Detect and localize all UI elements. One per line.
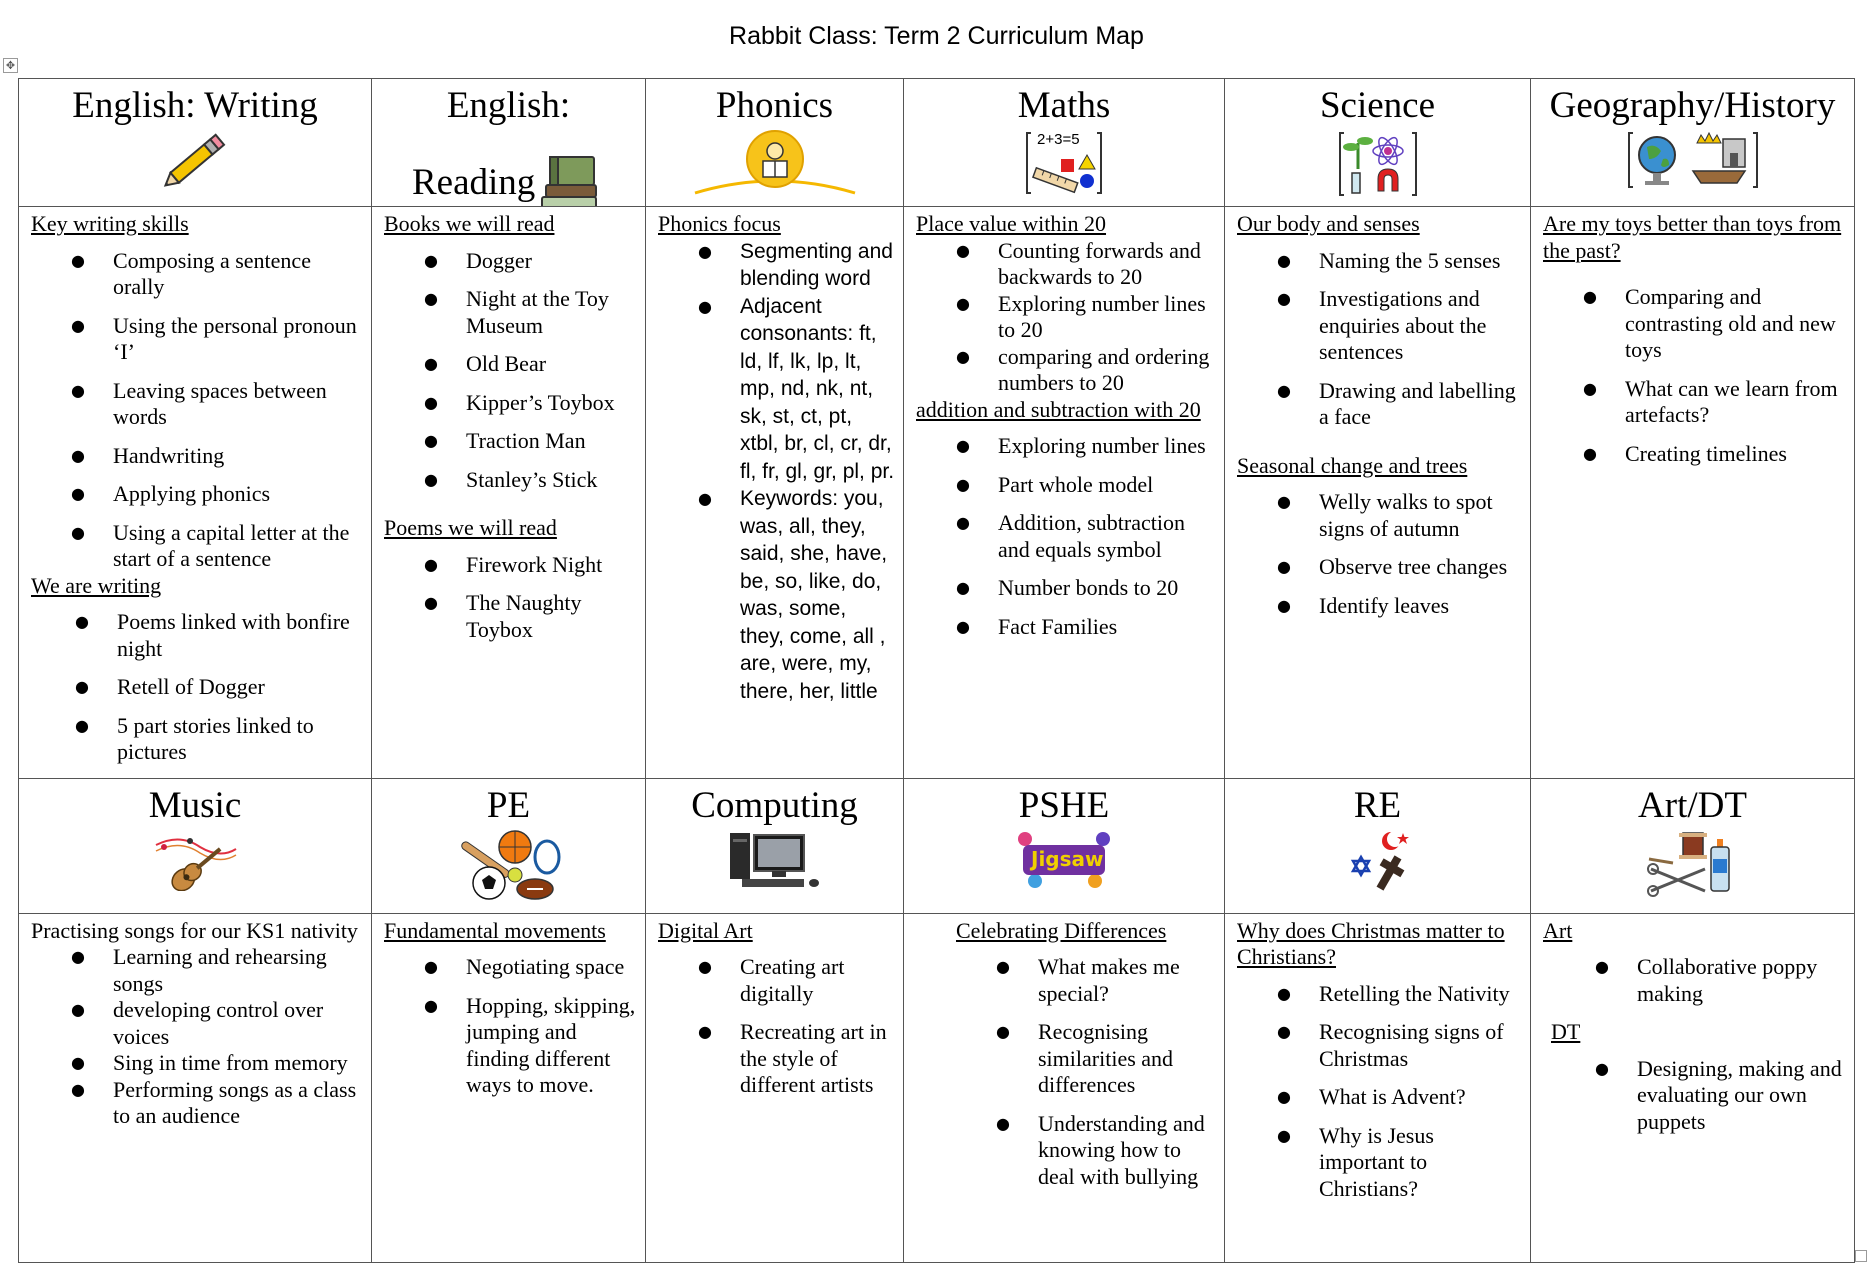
content-row-top [19, 207, 1855, 779]
content-re [1225, 913, 1531, 1262]
list-item: ● Exploring number lines to 20 [998, 291, 1216, 344]
guitar-icon [150, 829, 240, 891]
section-heading: addition and subtraction with 20 [916, 396, 1201, 422]
subject-title: Geography/History [1549, 85, 1836, 126]
globe-castle-icon [1627, 129, 1759, 191]
list-item: ● Handwriting [113, 443, 363, 470]
section-heading: Our body and senses [1237, 211, 1420, 236]
bullet-list [658, 238, 895, 706]
list-item: ● Investigations and enquiries about the sentences [1319, 286, 1522, 366]
list-item: ● Negotiating space [466, 954, 637, 981]
list-item: ● Drawing and labelling a face [1319, 378, 1522, 431]
books-icon [538, 153, 602, 207]
list-item: ● Counting forwards and backwards to 20 [998, 238, 1216, 291]
section-heading: Celebrating Differences [956, 917, 1167, 943]
section-heading: Fundamental movements [384, 917, 606, 943]
list-item: ● Keywords: you, was, all, they, said, she, have, be, so, like, do, was, some, they, come, all , are, were, my, there, her, little [740, 485, 895, 705]
list-item: ● Observe tree changes [1319, 554, 1522, 581]
list-item: ● Applying phonics [113, 481, 363, 508]
list-item: ● Adjacent consonants: ft, ld, lf, lk, lp, lt, mp, nd, nk, nt, sk, st, ct, pt, xtbl, br, cl, cr, dr, fl, fr, gl, gr, pl, pr. [740, 293, 895, 486]
list-item: ● developing control over voices [113, 997, 363, 1050]
bullet-list [1237, 248, 1522, 431]
list-item: ● 5 part stories linked to pictures [117, 713, 363, 766]
list-item: ● Fact Families [998, 614, 1216, 641]
list-item: ● Designing, making and evaluating our own puppets [1637, 1056, 1846, 1136]
section-heading: Seasonal change and trees [1237, 452, 1468, 478]
list-item: ● Hopping, skipping, jumping and finding different ways to move. [466, 993, 637, 1099]
subject-title: PSHE [1018, 784, 1110, 826]
bullet-list [658, 954, 895, 1099]
subject-title: Science [1319, 85, 1436, 126]
list-item: ● Night at the Toy Museum [466, 286, 637, 339]
bullet-list [916, 433, 1216, 640]
computer-icon [728, 829, 822, 891]
subject-title: Maths [1017, 85, 1111, 126]
subject-title: English: [446, 85, 571, 126]
section-heading: Key writing skills [31, 211, 189, 236]
section-heading: Why does Christmas matter to Christians? [1237, 917, 1505, 969]
list-item: ● Using a capital letter at the start of a sentence [113, 520, 363, 573]
header-pe [372, 778, 646, 913]
list-item: ● Firework Night [466, 552, 637, 579]
content-pshe [904, 913, 1225, 1262]
section-heading: Digital Art [658, 917, 753, 943]
list-item: ● Part whole model [998, 472, 1216, 499]
list-item: ● Old Bear [466, 351, 637, 378]
content-pe [372, 913, 646, 1262]
bullet-list [1543, 954, 1846, 1007]
list-item: ● Welly walks to spot signs of autumn [1319, 489, 1522, 542]
list-item: ● Comparing and contrasting old and new toys [1625, 284, 1846, 364]
section-heading: DT [1551, 1019, 1581, 1044]
header-english-reading [372, 79, 646, 207]
header-geography-history [1531, 79, 1855, 207]
bullet-list [916, 238, 1216, 397]
list-item: ● Traction Man [466, 428, 637, 455]
list-item: ● Identify leaves [1319, 593, 1522, 620]
list-item: ● Performing songs as a class to an audience [113, 1077, 363, 1130]
curriculum-table [18, 78, 1855, 1263]
header-re [1225, 778, 1531, 913]
bullet-list [1543, 284, 1846, 467]
list-item: ● Addition, subtraction and equals symbol [998, 510, 1216, 563]
section-heading: We are writing [31, 572, 162, 598]
content-row-bottom [19, 913, 1855, 1262]
list-item: ● Learning and rehearsing songs [113, 944, 363, 997]
list-item: ● Leaving spaces between words [113, 378, 363, 431]
art-supplies-icon [1643, 829, 1743, 909]
header-english-writing [19, 79, 372, 207]
pencil-icon [160, 129, 230, 191]
list-item: ● What makes me special? [1038, 954, 1216, 1007]
bullet-list [1543, 1056, 1846, 1136]
table-resize-handle[interactable] [1855, 1250, 1867, 1262]
science-icon [1338, 129, 1418, 199]
header-phonics [646, 79, 904, 207]
jigsaw-icon [1015, 829, 1113, 891]
content-phonics [646, 207, 904, 779]
header-computing [646, 778, 904, 913]
content-computing [646, 913, 904, 1262]
list-item: ● Understanding and knowing how to deal with bullying [1038, 1111, 1216, 1191]
child-reading-icon [685, 129, 865, 195]
bullet-list [384, 248, 637, 494]
sports-balls-icon [451, 829, 567, 903]
content-geography-history [1531, 207, 1855, 779]
header-row-bottom [19, 778, 1855, 913]
bullet-list [384, 552, 637, 644]
content-art-dt [1531, 913, 1855, 1262]
list-item: ● comparing and ordering numbers to 20 [998, 344, 1216, 397]
list-item: ● Number bonds to 20 [998, 575, 1216, 602]
list-item: ● What can we learn from artefacts? [1625, 376, 1846, 429]
content-maths [904, 207, 1225, 779]
list-item: ● Sing in time from memory [113, 1050, 363, 1077]
list-item: ● Retelling the Nativity [1319, 981, 1522, 1008]
bullet-list [956, 954, 1216, 1190]
maths-icon-equation: 2+3=5 [1037, 131, 1080, 148]
list-item: ● Creating timelines [1625, 441, 1846, 468]
section-heading: Books we will read [384, 211, 555, 236]
header-music [19, 778, 372, 913]
section-heading: Poems we will read [384, 515, 557, 540]
section-heading: Are my toys better than toys from the past? [1543, 211, 1842, 263]
list-item: ● Segmenting and blending word [740, 238, 895, 293]
section-heading: Place value within 20 [916, 211, 1107, 236]
subject-title: Phonics [715, 85, 834, 126]
list-item: ● Poems linked with bonfire night [117, 609, 363, 662]
list-item: ● Using the personal pronoun ‘I’ [113, 313, 363, 366]
bullet-list [31, 248, 363, 573]
list-item: ● Exploring number lines [998, 433, 1216, 460]
religious-symbols-icon [1345, 829, 1411, 893]
list-item: ● Kipper’s Toybox [466, 390, 637, 417]
list-item: ● Retell of Dogger [117, 674, 363, 701]
subject-title: Music [148, 784, 242, 826]
content-science [1225, 207, 1531, 779]
list-item: ● What is Advent? [1319, 1084, 1522, 1111]
bullet-list [1237, 489, 1522, 619]
bullet-list [31, 944, 363, 1130]
list-item: ● Naming the 5 senses [1319, 248, 1522, 275]
bullet-list [1237, 981, 1522, 1203]
list-item: ● Recreating art in the style of different artists [740, 1019, 895, 1099]
content-english-reading [372, 207, 646, 779]
header-row-top [19, 79, 1855, 207]
table-move-handle[interactable]: ✥ [3, 58, 18, 73]
maths-shapes-icon [1025, 129, 1103, 197]
list-item: ● Dogger [466, 248, 637, 275]
list-item: ● Stanley’s Stick [466, 467, 637, 494]
document-title: Rabbit Class: Term 2 Curriculum Map [729, 22, 1144, 50]
header-art-dt [1531, 778, 1855, 913]
subject-title: English: Writing [72, 85, 318, 126]
subject-title: RE [1353, 784, 1402, 826]
subject-title: PE [486, 784, 531, 826]
section-heading: Art [1543, 917, 1573, 943]
subject-title: Computing [691, 784, 858, 826]
section-heading: Phonics focus [658, 211, 781, 236]
content-music [19, 913, 372, 1262]
list-item: ● Why is Jesus important to Christians? [1319, 1123, 1522, 1203]
list-item: ● Recognising similarities and differences [1038, 1019, 1216, 1099]
subject-title-line2: Reading [412, 162, 536, 203]
intro-text: Practising songs for our KS1 nativity [31, 917, 358, 943]
header-maths [904, 79, 1225, 207]
list-item: ● Composing a sentence orally [113, 248, 363, 301]
header-pshe [904, 778, 1225, 913]
jigsaw-logo-text: Jigsaw [1031, 846, 1104, 871]
subject-title: Art/DT [1638, 784, 1747, 826]
content-english-writing [19, 207, 372, 779]
list-item: ● Recognising signs of Christmas [1319, 1019, 1522, 1072]
list-item: ● Collaborative poppy making [1637, 954, 1846, 1007]
header-science [1225, 79, 1531, 207]
list-item: ● Creating art digitally [740, 954, 895, 1007]
bullet-list [384, 954, 637, 1099]
bullet-list [31, 609, 363, 766]
list-item: ● The Naughty Toybox [466, 590, 637, 643]
